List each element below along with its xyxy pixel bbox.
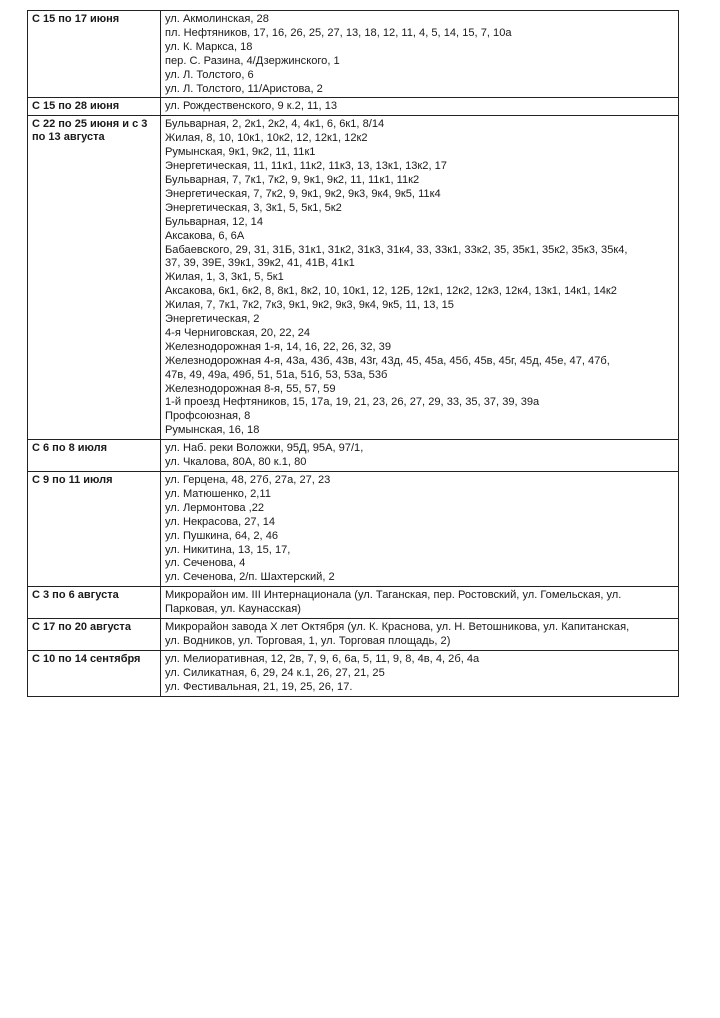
address-line: Бульварная, 2, 2к1, 2к2, 4, 4к1, 6, 6к1, 8/14 xyxy=(165,118,385,131)
address-line: Жилая, 7, 7к1, 7к2, 7к3, 9к1, 9к2, 9к3, 9к4, 9к5, 11, 13, 15 xyxy=(165,299,454,312)
address-line: Жилая, 1, 3, 3к1, 5, 5к1 xyxy=(165,271,284,284)
address-line: Аксакова, 6, 6А xyxy=(165,229,245,242)
address-line: ул. Л. Толстого, 11/Аристова, 2 xyxy=(165,82,323,95)
address-cell xyxy=(161,98,679,116)
address-line: ул. Л. Толстого, 6 xyxy=(165,68,254,81)
schedule-row xyxy=(28,440,679,472)
address-line: Энергетическая, 2 xyxy=(165,313,260,326)
address-line: ул. Силикатная, 6, 29, 24 к.1, 26, 27, 21, 25 xyxy=(165,666,385,679)
address-cell xyxy=(161,116,679,440)
address-line: ул. Чкалова, 80А, 80 к.1, 80 xyxy=(165,456,307,469)
schedule-row xyxy=(28,587,679,619)
address-line: Бабаевского, 29, 31, 31Б, 31к1, 31к2, 31к3, 31к4, 33, 33к1, 33к2, 35, 35к1, 35к2, 35к3, 35к4, xyxy=(165,243,628,256)
address-line: Микрорайон завода Х лет Октября (ул. К. Краснова, ул. Н. Ветошникова, ул. Капитанская, xyxy=(165,621,630,634)
address-line: Бульварная, 12, 14 xyxy=(165,215,264,228)
period-cell: С 22 по 25 июня и с 3 по 13 августа xyxy=(28,116,161,440)
address-line: Микрорайон им. III Интернационала (ул. Таганская, пер. Ростовский, ул. Гомельская, ул. xyxy=(165,589,622,602)
address-line: ул. Сеченова, 4 xyxy=(165,557,246,570)
address-cell xyxy=(161,472,679,587)
address-line: пер. С. Разина, 4/Дзержинского, 1 xyxy=(165,54,340,67)
schedule-row xyxy=(28,11,679,98)
period-cell: С 10 по 14 сентября xyxy=(28,650,161,696)
period-cell: С 15 по 17 июня xyxy=(28,11,161,98)
schedule-body xyxy=(28,11,679,697)
address-line: ул. Водников, ул. Торговая, 1, ул. Торговая площадь, 2) xyxy=(165,634,451,647)
address-line: Железнодорожная 4-я, 43а, 43б, 43в, 43г, 43д, 45, 45а, 45б, 45в, 45г, 45д, 45е, 47, 47б, xyxy=(165,354,610,367)
address-line: Профсоюзная, 8 xyxy=(165,410,251,423)
period-cell: С 17 по 20 августа xyxy=(28,619,161,651)
address-line: ул. Никитина, 13, 15, 17, xyxy=(165,543,291,556)
address-line: Парковая, ул. Каунасская) xyxy=(165,603,301,616)
address-line: ул. Акмолинская, 28 xyxy=(165,13,269,25)
address-line: ул. Некрасова, 27, 14 xyxy=(165,515,276,528)
address-line: Румынская, 16, 18 xyxy=(165,424,260,437)
address-line: ул. К. Маркса, 18 xyxy=(165,40,253,53)
address-line: Энергетическая, 3, 3к1, 5, 5к1, 5к2 xyxy=(165,201,342,214)
address-line: пл. Нефтяников, 17, 16, 26, 25, 27, 13, 18, 12, 11, 4, 5, 14, 15, 7, 10а xyxy=(165,26,512,39)
address-cell xyxy=(161,619,679,651)
address-line: Аксакова, 6к1, 6к2, 8, 8к1, 8к2, 10, 10к1, 12, 12Б, 12к1, 12к2, 12к3, 12к4, 13к1, 14к1, 14к2 xyxy=(165,285,617,298)
address-line: Жилая, 8, 10, 10к1, 10к2, 12, 12к1, 12к2 xyxy=(165,132,368,145)
address-line: ул. Лермонтова ,22 xyxy=(165,501,265,514)
schedule-row xyxy=(28,650,679,696)
period-cell: С 3 по 6 августа xyxy=(28,587,161,619)
period-cell: С 6 по 8 июля xyxy=(28,440,161,472)
address-line: 4-я Черниговская, 20, 22, 24 xyxy=(165,326,311,339)
address-cell xyxy=(161,587,679,619)
address-line: Румынская, 9к1, 9к2, 11, 11к1 xyxy=(165,146,316,159)
address-line: 37, 39, 39Е, 39к1, 39к2, 41, 41В, 41к1 xyxy=(165,257,355,270)
address-line: 47в, 49, 49а, 49б, 51, 51а, 51б, 53, 53а, 53б xyxy=(165,368,388,381)
address-line: Железнодорожная 8-я, 55, 57, 59 xyxy=(165,382,336,395)
address-line: Бульварная, 7, 7к1, 7к2, 9, 9к1, 9к2, 11, 11к1, 11к2 xyxy=(165,173,420,186)
address-cell xyxy=(161,440,679,472)
period-cell: С 15 по 28 июня xyxy=(28,98,161,116)
schedule-row xyxy=(28,619,679,651)
address-line: ул. Сеченова, 2/п. Шахтерский, 2 xyxy=(165,571,335,584)
address-line: Энергетическая, 7, 7к2, 9, 9к1, 9к2, 9к3, 9к4, 9к5, 11к4 xyxy=(165,187,441,200)
address-line: Энергетическая, 11, 11к1, 11к2, 11к3, 13, 13к1, 13к2, 17 xyxy=(165,160,447,173)
period-cell: С 9 по 11 июля xyxy=(28,472,161,587)
schedule-table xyxy=(27,10,679,697)
address-cell xyxy=(161,650,679,696)
address-line: ул. Мелиоративная, 12, 2в, 7, 9, 6, 6а, 5, 11, 9, 8, 4в, 4, 2б, 4а xyxy=(165,652,480,665)
schedule-row xyxy=(28,98,679,116)
address-line: ул. Наб. реки Воложки, 95Д, 95А, 97/1, xyxy=(165,442,364,455)
address-line: Железнодорожная 1-я, 14, 16, 22, 26, 32, 39 xyxy=(165,340,392,353)
address-cell xyxy=(161,11,679,98)
schedule-row xyxy=(28,472,679,587)
address-line: ул. Фестивальная, 21, 19, 25, 26, 17. xyxy=(165,680,353,693)
address-line: ул. Герцена, 48, 27б, 27а, 27, 23 xyxy=(165,474,331,486)
address-line: ул. Пушкина, 64, 2, 46 xyxy=(165,529,279,542)
schedule-row xyxy=(28,116,679,440)
address-line: ул. Матюшенко, 2,11 xyxy=(165,487,271,500)
address-line: 1-й проезд Нефтяников, 15, 17а, 19, 21, 23, 26, 27, 29, 33, 35, 37, 39, 39а xyxy=(165,396,540,409)
address-line: ул. Рождественского, 9 к.2, 11, 13 xyxy=(165,100,338,113)
